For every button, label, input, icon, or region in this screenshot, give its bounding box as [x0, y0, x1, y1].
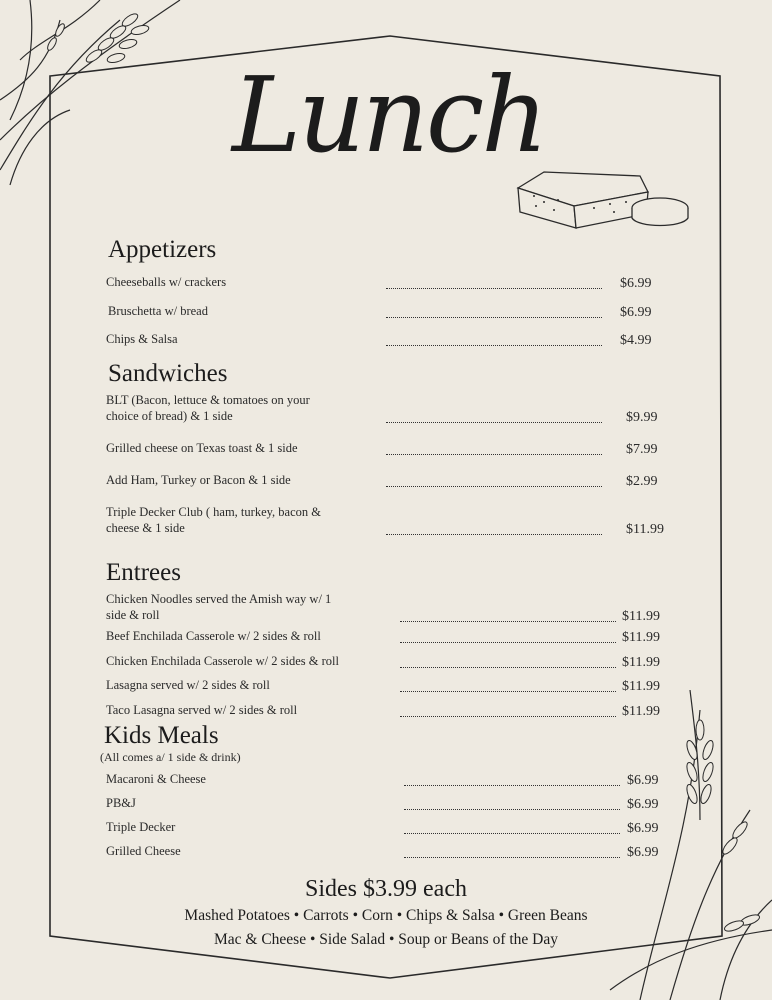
menu-item-price: $11.99	[622, 655, 660, 670]
section-title-appetizers: Appetizers	[108, 236, 217, 263]
wheat-icon	[0, 0, 200, 190]
menu-item-name: Chips & Salsa	[106, 332, 178, 346]
sides-line-2: Mac & Cheese • Side Salad • Soup or Beans of the Day	[213, 931, 559, 948]
menu-item-price: $11.99	[626, 522, 664, 537]
dotted-leader	[386, 534, 602, 535]
dotted-leader	[404, 833, 620, 834]
dotted-leader	[386, 422, 602, 423]
menu-item-name: Chicken Noodles served the Amish way w/ 1	[106, 592, 332, 606]
menu-item-name: Grilled cheese on Texas toast & 1 side	[106, 441, 298, 455]
menu-item-price: $6.99	[620, 276, 652, 291]
section-title-entrees: Entrees	[106, 559, 181, 586]
menu-item-name: Bruschetta w/ bread	[108, 304, 208, 318]
menu-item-name: Grilled Cheese	[106, 844, 181, 858]
menu-item-price: $6.99	[620, 305, 652, 320]
menu-item-name: Beef Enchilada Casserole w/ 2 sides & roll	[106, 629, 321, 643]
menu-item-name: Lasagna served w/ 2 sides & roll	[106, 678, 270, 692]
menu-item-price: $11.99	[622, 630, 660, 645]
menu-item-name: Triple Decker	[106, 820, 176, 834]
dotted-leader	[400, 621, 616, 622]
menu-item-name: cheese & 1 side	[106, 521, 185, 535]
menu-item-price: $6.99	[627, 797, 659, 812]
menu-item-price: $6.99	[627, 773, 659, 788]
menu-item-price: $2.99	[626, 474, 658, 489]
section-title-sandwiches: Sandwiches	[108, 360, 228, 387]
menu-item-name: Chicken Enchilada Casserole w/ 2 sides & roll	[106, 654, 339, 668]
sides-title: Sides $3.99 each	[305, 876, 467, 902]
menu-item-name: Cheeseballs w/ crackers	[106, 275, 227, 289]
dotted-leader	[386, 345, 602, 346]
dotted-leader	[404, 785, 620, 786]
menu-item-name: BLT (Bacon, lettuce & tomatoes on your	[106, 393, 310, 407]
menu-item-name: Macaroni & Cheese	[106, 772, 206, 786]
menu-item-price: $6.99	[627, 821, 659, 836]
menu-item-name: Triple Decker Club ( ham, turkey, bacon &	[106, 505, 321, 519]
dotted-leader	[386, 317, 602, 318]
dotted-leader	[386, 454, 602, 455]
menu-item-price: $6.99	[627, 845, 659, 860]
menu-item-price: $4.99	[620, 333, 652, 348]
menu-item-name: Taco Lasagna served w/ 2 sides & roll	[106, 703, 298, 717]
menu-item-price: $11.99	[622, 679, 660, 694]
dotted-leader	[404, 809, 620, 810]
menu-item-price: $11.99	[622, 609, 660, 624]
menu-item-name: PB&J	[106, 796, 136, 810]
menu-item-price: $9.99	[626, 410, 658, 425]
section-title-kids: Kids Meals	[104, 722, 219, 749]
dotted-leader	[400, 667, 616, 668]
dotted-leader	[386, 288, 602, 289]
dotted-leader	[404, 857, 620, 858]
section-note-kids: (All comes a/ 1 side & drink)	[100, 750, 241, 764]
menu-item-name: choice of bread) & 1 side	[106, 409, 233, 423]
menu-item-price: $7.99	[626, 442, 658, 457]
dotted-leader	[400, 642, 616, 643]
dotted-leader	[386, 486, 602, 487]
sides-line-1: Mashed Potatoes • Carrots • Corn • Chips & Salsa • Green Beans	[184, 907, 588, 924]
menu-item-name: side & roll	[106, 608, 160, 622]
dotted-leader	[400, 691, 616, 692]
menu-title: Lunch	[232, 54, 546, 176]
menu-item-name: Add Ham, Turkey or Bacon & 1 side	[106, 473, 291, 487]
wheat-icon	[600, 690, 772, 1000]
menu-item-price: $11.99	[622, 704, 660, 719]
dotted-leader	[400, 716, 616, 717]
